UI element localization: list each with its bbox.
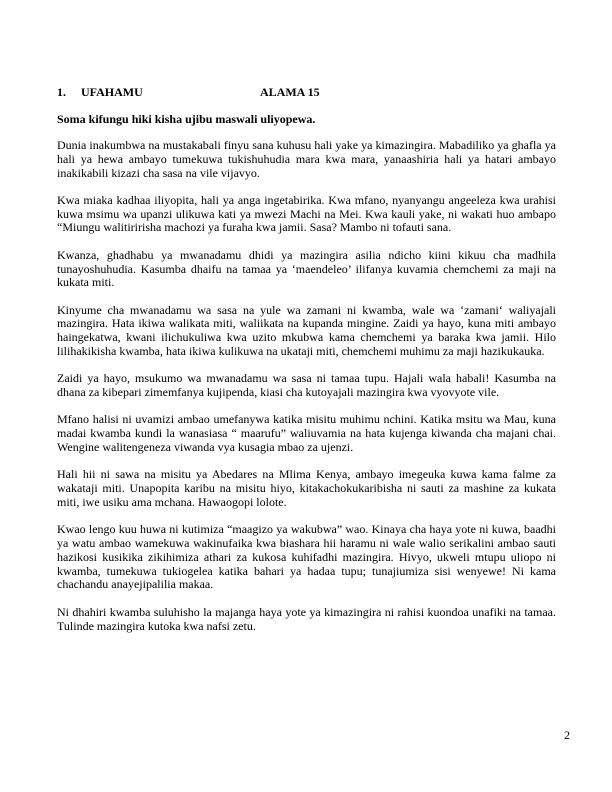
paragraph-3: Kwanza, ghadhabu ya mwanadamu dhidi ya mazingira asilia ndicho kiini kikuu cha madhila tunayoshuhudia. Kasumba dhaifu na tamaa ya ‘maendeleo’ ilifanya kuvamia chemchemi za maji na kukata miti. [57,247,556,290]
page-number: 2 [564,728,570,742]
section-marks: ALAMA 15 [260,85,320,99]
section-title: UFAHAMU [81,85,143,99]
paragraph-9: Ni dhahiri kwamba suluhisho la majanga haya yote ya kimazingira ni rahisi kuondoa unafiki na tamaa. Tulinde mazingira kutoka kwa nafsi zetu. [57,604,556,633]
paragraph-7: Hali hii ni sawa na misitu ya Abedares na Mlima Kenya, ambayo imegeuka kuwa kama falme za wakataji miti. Unapopita karibu na misitu hiyo, kitakachokukaribisha ni sauti za mashine za kukata miti, iwe usiku ama mchana. Hawaogopi lolote. [57,467,556,509]
paragraph-1: Dunia inakumbwa na mustakabali finyu sana kuhusu hali yake ya kimazingira. Mabadiliko ya ghafla ya hali ya hewa ambayo tumekuwa tukishuhudia mara kwa mara, yanaashiria hali ya hatari ambayo inakikabili kizazi cha sasa na vile vijavyo. [57,138,556,180]
paragraph-4: Kinyume cha mwanadamu wa sasa na yule wa zamani ni kwamba, wale wa ‘zamani‘ waliyajali mazingira. Hata ikiwa walikata miti, waliikata na kupanda mingine. Zaidi ya hayo, kuna miti ambayo haingekatwa, kwani ilichukuliwa kwa uzito mkubwa kama chemchemi ya baraka kwa jamii. Hilo lilihakikisha kwamba, hata ikiwa kulikuwa na ukataji miti, chemchemi muhimu za maji hazikukauka. [57,302,556,359]
paragraph-5: Zaidi ya hayo, msukumo wa mwanadamu wa sasa ni tamaa tupu. Hajali wala habali! Kasumba na dhana za kibepari zimemfanya kujipenda, kiasi cha kutoyajali mazingira kwa vyovyote vile. [57,371,556,400]
paragraph-8: Kwao lengo kuu huwa ni kutimiza “maagizo ya wakubwa” wao. Kinaya cha haya yote ni kuwa, baadhi ya watu ambao wamekuwa wakinufaika kwa biashara hii haramu ni wale walio serikalini ambao sauti hazikosi kusikika zikihimiza athari za kukosa kuhifadhi mazingira. Hivyo, ukweli mtupu uliopo ni kwamba, tumekuwa tukiogelea katika bahari ya hadaa tupu; tunajiumiza sisi wenyewe! Ni kama chachandu anayejipalilia makaa. [57,522,556,592]
paragraph-2: Kwa miaka kadhaa iliyopita, hali ya anga ingetabirika. Kwa mfano, nyanyangu angeeleza kwa urahisi kuwa msimu wa upanzi ulikuwa kati ya mwezi Machi na Mei. Kwa kauli yake, ni wakati huo ambapo “Miungu walitiririsha machozi ya furaha kwa jamii. Sasa? Mambo ni tofauti sana. [57,192,556,235]
document-content [57,85,556,647]
paragraph-6: Mfano halisi ni uvamizi ambao umefanywa katika misitu muhimu nchini. Katika msitu wa Mau, kuna madai kwamba kundi la wanasiasa “ maarufu” waliuvamia na hata kujenga kiwanda cha majani chai. Wengine walitengeneza viwanda vya kusagia mbao za ujenzi. [57,412,556,455]
section-number: 1. [57,85,66,99]
section-heading [57,85,556,99]
instruction-line: Soma kifungu hiki kisha ujibu maswali uliyopewa. [57,112,316,126]
